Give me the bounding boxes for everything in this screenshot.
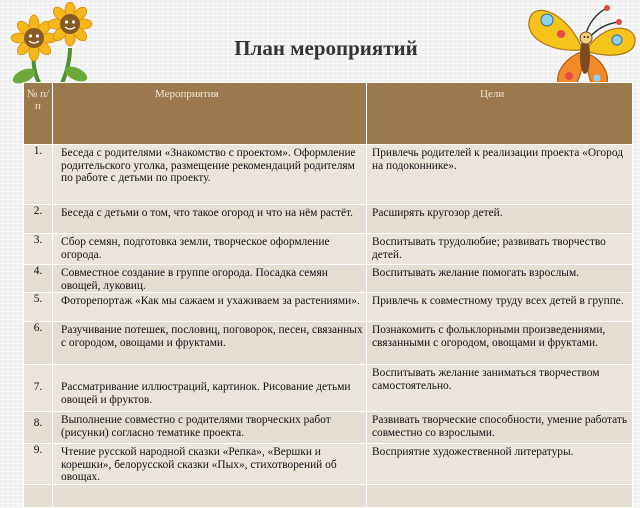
- table-row: [24, 484, 633, 507]
- header-goals: Цели: [367, 83, 633, 145]
- row-goal: Воспитывать желание заниматься творчеством самостоятельно.: [367, 365, 633, 412]
- row-number: 3.: [24, 234, 53, 265]
- table-row: [24, 145, 633, 205]
- row-goal: Познакомить с фольклорными произведениями, связанными с огородом, овощами и фруктами.: [367, 322, 633, 365]
- row-event: Совместное создание в группе огорода. Посадка семян овощей, луковиц.: [53, 265, 367, 293]
- row-goal: Восприятие художественной литературы.: [367, 444, 633, 485]
- row-event: Рассматривание иллюстраций, картинок. Рисование детьми овощей и фруктов.: [53, 365, 367, 412]
- row-event: Беседа с родителями «Знакомство с проектом». Оформление родительского уголка, размещение рекомендаций родителям по работе с детьми по проекту.: [53, 145, 367, 205]
- row-number: 4.: [24, 265, 53, 293]
- row-number: 5.: [24, 293, 53, 322]
- table-row: [24, 205, 633, 234]
- table-header-row: [24, 83, 633, 145]
- row-goal: Развивать творческие способности, умение работать совместно со взрослыми.: [367, 412, 633, 444]
- row-event: Разучивание потешек, пословиц, поговорок, песен, связанных с огородом, овощами и фруктами.: [53, 322, 367, 365]
- table-row: [24, 234, 633, 265]
- row-goal: Воспитывать трудолюбие; развивать творчество детей.: [367, 234, 633, 265]
- row-goal: Расширять кругозор детей.: [367, 205, 633, 234]
- row-goal: Воспитывать желание помогать взрослым.: [367, 265, 633, 293]
- row-event: Беседа с детьми о том, что такое огород и что на нём растёт.: [53, 205, 367, 234]
- row-number: 2.: [24, 205, 53, 234]
- table-row: [24, 293, 633, 322]
- row-event: Чтение русской народной сказки «Репка», «Вершки и корешки», белорусской сказки «Пых», стихотворений об овощах.: [53, 444, 367, 485]
- row-number: 7.: [24, 365, 53, 412]
- header-num: № п/п: [24, 83, 53, 145]
- row-event: Фоторепортаж «Как мы сажаем и ухаживаем за растениями».: [53, 293, 367, 322]
- table-row: [24, 444, 633, 485]
- row-number: 9.: [24, 444, 53, 485]
- row-number: 1.: [24, 145, 53, 205]
- row-number: 8.: [24, 412, 53, 444]
- row-number: [24, 484, 53, 507]
- table-row: [24, 322, 633, 365]
- table-row: [24, 412, 633, 444]
- page-title: План мероприятий: [234, 36, 418, 60]
- row-number: 6.: [24, 322, 53, 365]
- header-events: Мероприятия: [53, 83, 367, 145]
- row-event: Выполнение совместно с родителями творческих работ (рисунки) согласно тематике проекта.: [53, 412, 367, 444]
- table-row: [24, 265, 633, 293]
- row-goal: [367, 484, 633, 507]
- row-goal: Привлечь к совместному труду всех детей в группе.: [367, 293, 633, 322]
- events-table: [23, 82, 633, 508]
- row-goal: Привлечь родителей к реализации проекта «Огород на подоконнике».: [367, 145, 633, 205]
- table-row: [24, 365, 633, 412]
- row-event: Сбор семян, подготовка земли, творческое оформление огорода.: [53, 234, 367, 265]
- row-event: [53, 484, 367, 507]
